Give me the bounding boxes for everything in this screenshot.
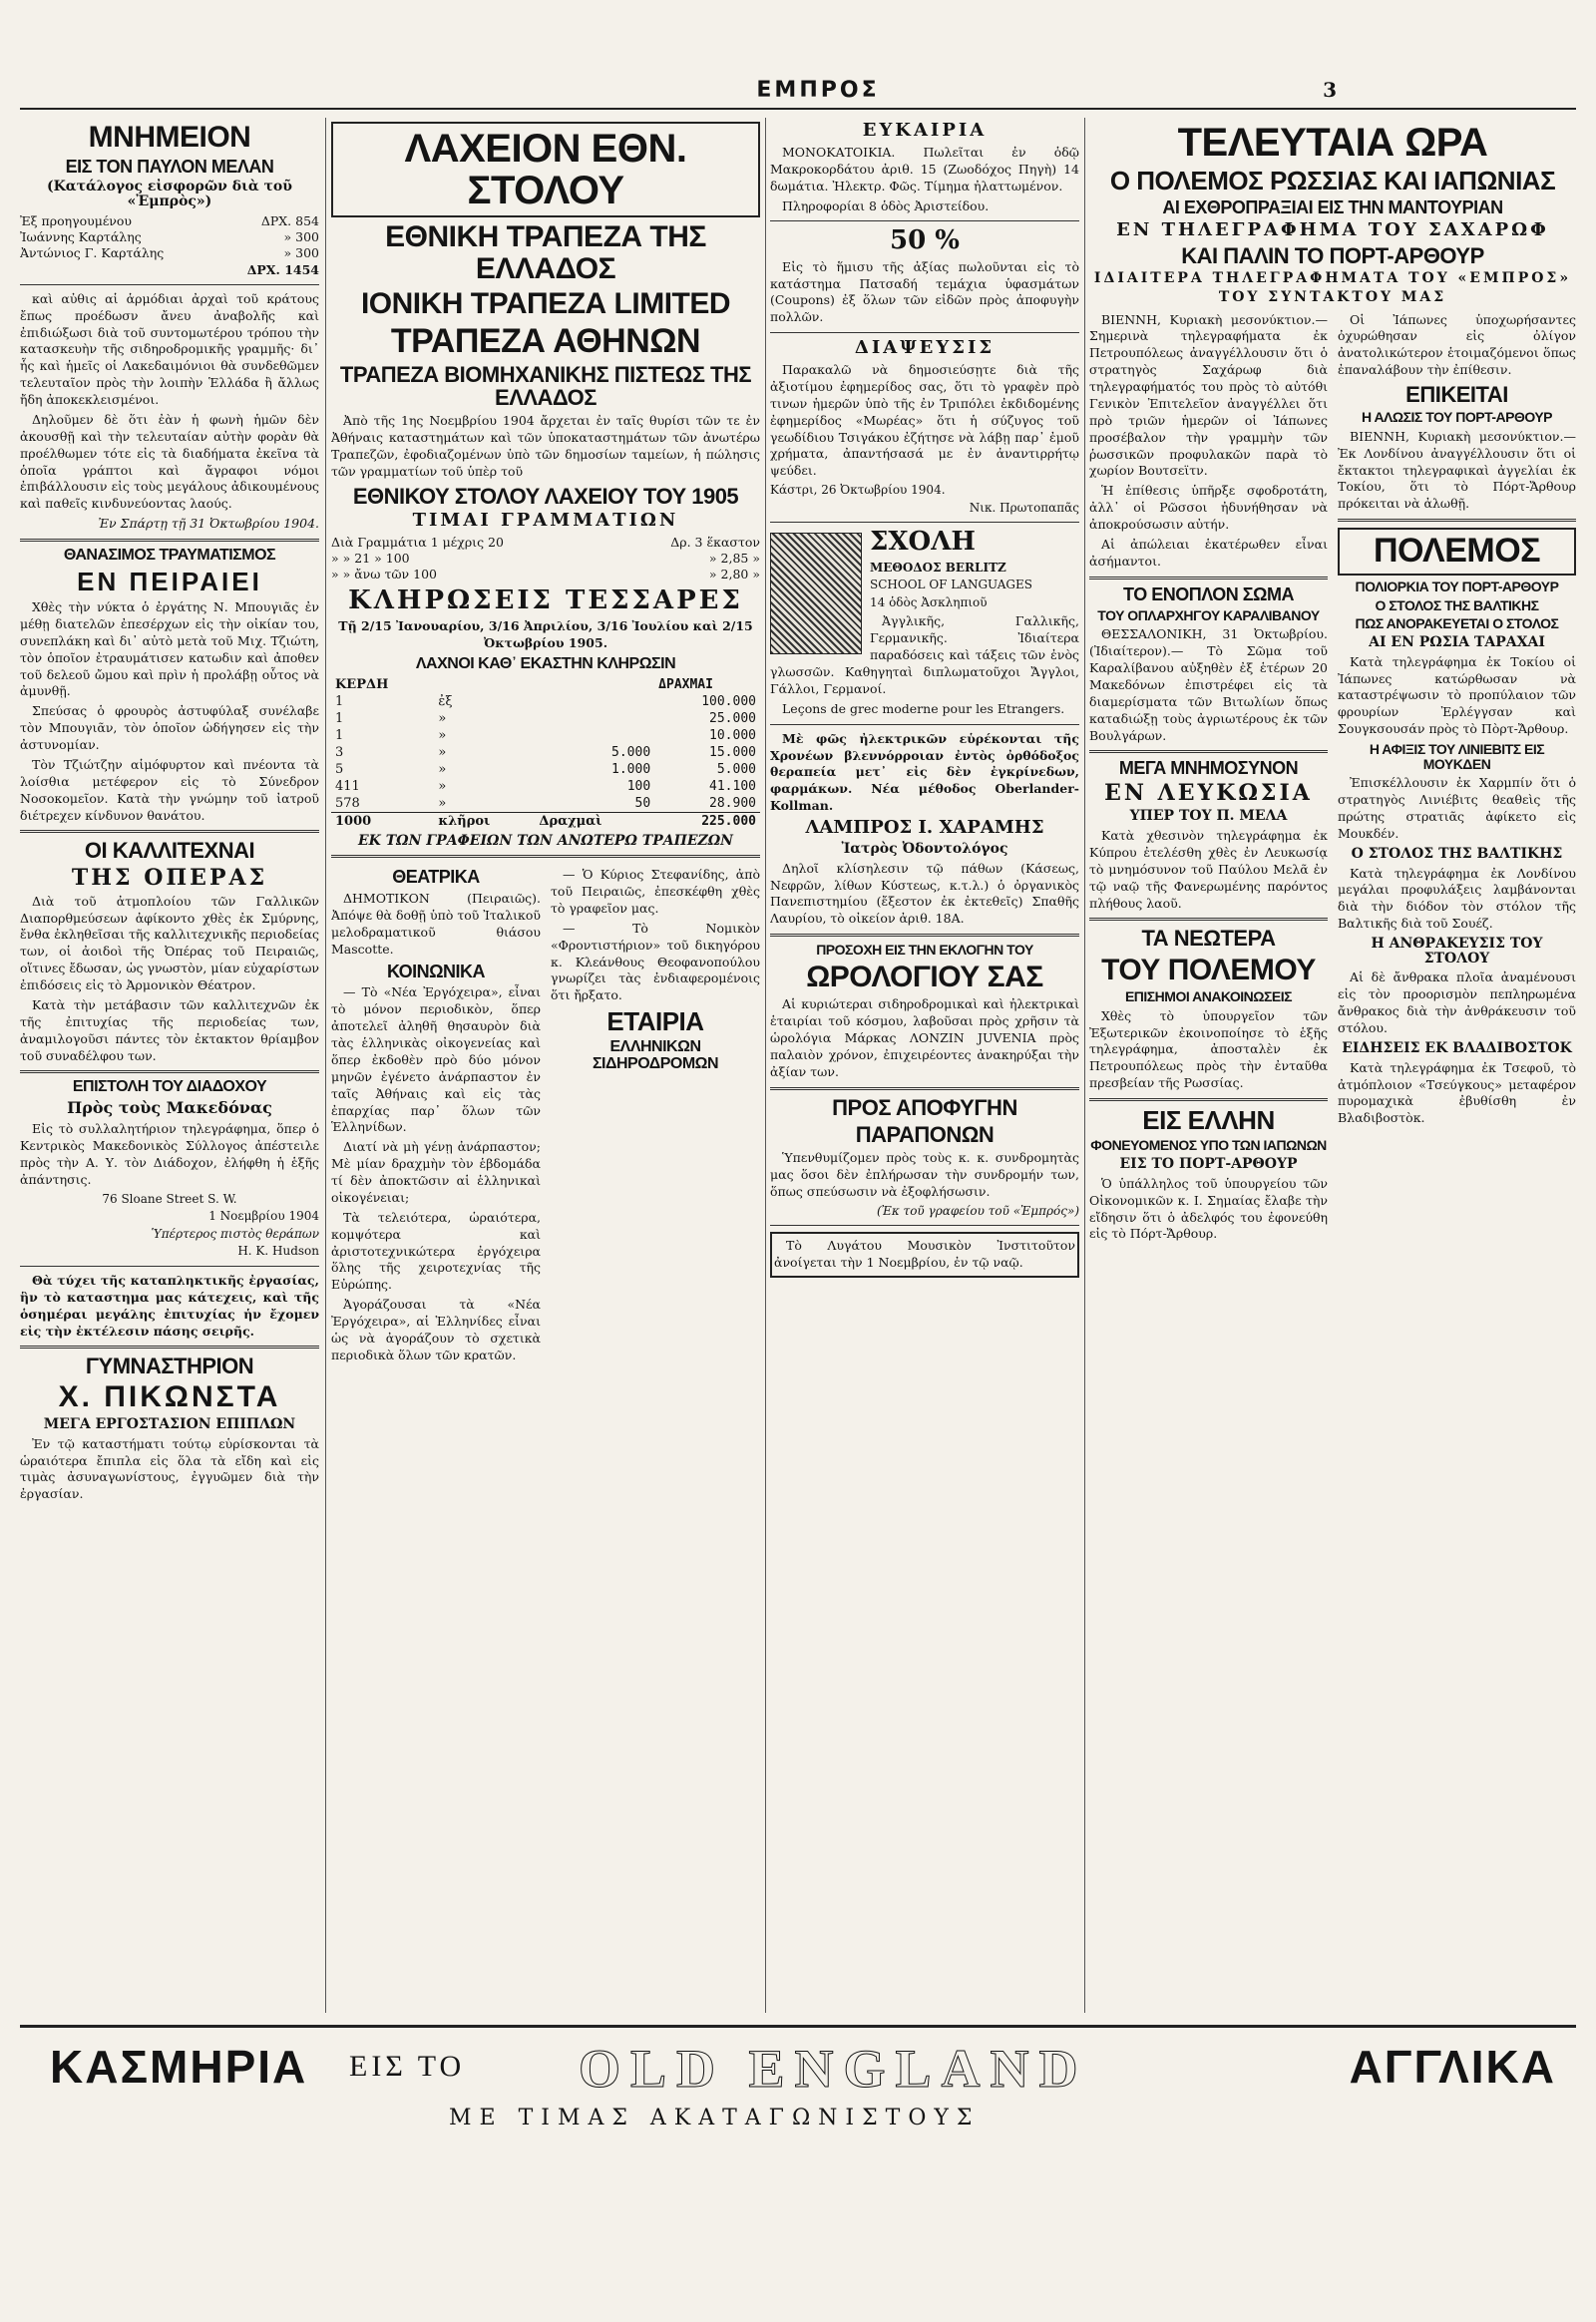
ad-text: Leçons de grec moderne pour les Etrangers. [782, 700, 1065, 716]
ad-subheadline: ΕΛΛΗΝΙΚΩΝ ΣΙΔΗΡΟΔΡΟΜΩΝ [592, 1038, 719, 1073]
table-row: 1 » 10.000 [335, 728, 756, 744]
subheadline: Πρὸς τοὺς Μακεδόνας [67, 1098, 272, 1118]
list-item: Ἐξ προηγουμένου ΔΡΧ. 854 [20, 212, 319, 228]
subheadline: ΠΟΛΙΟΡΚΙΑ ΤΟΥ ΠΟΡΤ-ΑΡΘΟΥΡ [1355, 578, 1559, 594]
subheadline: Ο ΣΤΟΛΟΣ ΤΗΣ ΒΑΛΤΙΚΗΣ [1375, 596, 1539, 613]
bank-name: ΕΘΝΙΚΗ ΤΡΑΠΕΖΑ ΤΗΣ ΕΛΛΑΔΟΣ [385, 220, 706, 285]
ad-headline: ΠΡΟΣΟΧΗ ΕΙΣ ΤΗΝ ΕΚΛΟΓΗΝ ΤΟΥ [816, 942, 1033, 959]
ad-text: Αἱ κυριώτεραι σιδηροδρομικαὶ καὶ ἠλεκτρικαὶ ἑταιρίαι τοῦ κόσμου, λαβοῦσαι πρὸς χρῆσιν τὰ ὡρολόγια Μάρκας ΛΟΝΖΙΝ JUVENIA πρὸς παλαιὸν χρόνον, ἐπιχειρέοντες ἀνακηρύξαι τὴν ἀξίαν των. [770, 996, 1079, 1079]
article-text: ΒΙΕΝΝΗ, Κυριακὴ μεσονύκτιον.— Σημερινὰ τηλεγραφήματα ἐκ Πετρουπόλεως ἀναγγέλλουσιν ὅτι ὁ στρατηγὸς Σαχάρωφ διὰ τηλεγραφήματός του πρὸς τὸ αὐτόθι Γενικὸν Ἐπιτελεῖον ἀναγγέλλει ὅτι πρὸ τριῶν ἡμερῶν οἱ Ἰάπωνες προσέβαλον τὴν γραμμὴν τῶν ῥωσσικῶν προφυλακῶν παρὰ τὸ χωρίον Βουτσεϊτν. [1089, 311, 1328, 479]
prize-table [331, 676, 760, 830]
article-text: Χθὲς τὴν νύκτα ὁ ἐργάτης Ν. Μπουγιᾶς ἐν μέθῃ διατελῶν ἐπεσέρχων εἰς τὴν οἰκίαν του, συνεπλάκη καὶ δι᾽ αὐτὸ μετὰ τοῦ Μιχ. Τζιώτη, τὸν ὁποῖον ἐτραυμάτισεν κατωδιν καὶ ἀποθεν τοῦ δελεοῦ ὤμου καὶ πρὶν ἡ προλάβῃ οὗτος νὰ ἀμυνθῇ. [20, 599, 319, 699]
ad-text: Μὲ φῶς ἠλεκτρικῶν εὑρέκονται τῆς Χρονέων βλεννόρροιαν ἐντὸς ὀρθόδοξος θεραπεία μετ᾽ εἰς δὲν ἐγκρίνεδων, φαρμάκων. Νέα μέθοδος Oberlander-Kollman. [770, 730, 1079, 814]
ad-headline: Χ. ΠΙΚΩΝΣΤΑ [58, 1380, 281, 1414]
article-sign: Ἐν Σπάρτῃ τῇ 31 Ὀκτωβρίου 1904. [98, 516, 319, 532]
list-item: » » ἄνω τῶν 100 » 2,80 » [331, 567, 760, 582]
letter-date: 1 Νοεμβρίου 1904 [208, 1209, 319, 1224]
section-heading: ΚΟΙΝΩΝΙΚΑ [386, 961, 486, 981]
letter-closing: Ὑπέρτερος πιστὸς θεράπων [151, 1226, 319, 1241]
list-item: Διὰ Γραμμάτια 1 μέχρις 20 Δρ. 3 ἕκαστον [331, 534, 760, 550]
two-column-block [331, 864, 760, 1367]
article-text: Κατὰ τηλεγράφημα ἐκ Τσεφοῦ, τὸ ἀτμόπλοιον «Τσεύγκους» μεταφέρον πυρομαχικὰ ἐβυθίσθη ἐν Βλαδιβοστὸκ. [1338, 1059, 1576, 1126]
article-text: Διὰ τοῦ ἀτμοπλοίου τῶν Γαλλικῶν Διαπορθμεύσεων ἀφίκοντο χθὲς ἐκ Σμύρνης, ἔνθα ἐκληθεῖσαι τῆς καλλιτεχνικῆς περιοδείας των, οἱ ἀοιδοὶ τῆς Ὀπέρας τοῦ Πειραιῶς, οἵτινες ἔδωσαν, ὡς γνωστὸν, μίαν εὐχαρίστων ἐπιδόσεις εἰς τὸ Ἀρμονικὸν Θέατρον. [20, 893, 319, 993]
column-2 [331, 118, 760, 2013]
subheadline: Ο ΣΤΟΛΟΣ ΤΗΣ ΒΑΛΤΙΚΗΣ [1351, 845, 1563, 862]
article-text: Κατὰ τὴν μετάβασιν τῶν καλλιτεχνῶν ἐκ τῆς ἐπιτυχίας τῆς περιοδείας των, ἀναμιλογοῦσι πάντες τὸν ἐκτακτον θρίαμβον τοῦ συναδέλφου των. [20, 996, 319, 1063]
ad-subheadline: ΤΙΜΑΙ ΓΡΑΜΜΑΤΙΩΝ [412, 509, 679, 531]
section-heading: ΔΙΑΨΕΥΣΙΣ [854, 337, 996, 359]
article-text: Ὑπενθυμίζομεν πρὸς τοὺς κ. κ. συνδρομητὰς μας ὅσοι δὲν ἐπλήρωσαν τὴν συνδρομήν των, ὅπως σπεύσωσιν νὰ ἐξοφλήσωσιν. [770, 1149, 1079, 1199]
column-rule [325, 118, 326, 2013]
bank-name: ΤΡΑΠΕΖΑ ΑΘΗΝΩΝ [390, 321, 701, 360]
article-text: Τὸν Τζιώτζην αἱμόφυρτον καὶ πνέοντα τὰ λοίσθια μετέφερον εἰς τὸ Σύνεδρον Νοσοκομεῖον. Κατὰ τὴν γνώμην τοῦ ἰατροῦ διέτρεχεν κίνδυνον θανάτου. [20, 756, 319, 823]
table-total-row: 1000 κλῆροι Δραχμαὶ 225.000 [331, 813, 760, 831]
article-text: Ἐπισκέλλουσιν ἐκ Χαρμπίν ὅτι ὁ στρατηγὸς Λινιέβιτς θεαθεὶς τῆς πρώτης στρατιᾶς ἀφίκετο εἰς Μουκδέν. [1338, 775, 1576, 842]
section-heading: ΠΡΟΣ ΑΠΟΦΥΓΗΝ [832, 1094, 1017, 1120]
ad-headline: ΕΘΝΙΚΟΥ ΣΤΟΛΟΥ ΛΑΧΕΙΟΥ ΤΟΥ 1905 [352, 483, 739, 509]
lottery-text: Ἀπὸ τῆς 1ης Νοεμβρίου 1904 ἄρχεται ἐν ταῖς θυρίσι τῶν τε ἐν Ἀθήναις καταστημάτων καὶ τῶν ὑποκαταστημάτων τῶν ἀνωτέρω Τραπεζῶν, ἐφοδιαζομένων ὑπὸ τῶν δημοσίων ταμείων, ἡ πώλησις τῶν γραμματίων τοῦ ὑπὲρ τοῦ [331, 413, 760, 479]
article-source: (Ἐκ τοῦ γραφείου τοῦ «Ἐμπρός») [876, 1203, 1079, 1218]
subcolumn [1338, 309, 1576, 1247]
subheadline: ΥΠΕΡ ΤΟΥ Π. ΜΕΛΑ [1129, 808, 1288, 825]
ad-headline: ΚΛΗΡΩΣΕΙΣ ΤΕΣΣΑΡΕΣ [348, 584, 743, 615]
footer-ad-subline: ΜΕ ΤΙΜΑΣ ΑΚΑΤΑΓΩΝΙΣΤΟΥΣ [449, 2106, 981, 2130]
article-text: Κατὰ χθεσινὸν τηλεγράφημα ἐκ Κύπρου ἐτελέσθη χθὲς ἐν Λευκωσίᾳ τὸ μνημόσυνον τοῦ Παύλου Μελᾶ ἐν τῷ ναῷ τῆς Φανερωμένης παρόντος πλήθους λαοῦ. [1089, 828, 1328, 911]
ad-text: Δηλοῖ κλίσηλεσιν τῷ πάθων (Κάσεως, Νεφρῶν, λίθων Κύστεως, κ.τ.λ.) ὁ ὀργανικὸς Πανεπιστημίου (ἔξεστον ἐκ ἐκτεθεῖς) Σπαθῆς Λαυρίου, τὸ οἰκείον ἀριθ. 18Α. [770, 860, 1079, 927]
draw-dates: Τῇ 2/15 Ἰανουαρίου, 3/16 Ἀπριλίου, 3/16 Ἰουλίου καὶ 2/15 Ὀκτωβρίου 1905. [338, 617, 753, 650]
subcolumn [1089, 309, 1328, 1247]
article-text: Σπεύσας ὁ φρουρὸς ἀστυφύλαξ συνέλαβε τὸν Μπουγιᾶν, τὸν ὁποῖον ὡδήγησεν εἰς τὴν ἀστυνομίαν. [20, 703, 319, 753]
ad-text: ΜΟΝΟΚΑΤΟΙΚΙΑ. Πωλεῖται ἐν ὁδῷ Μακροκορδάτου ἀριθ. 15 (Ζωοδόχος Πηγὴ) 14 δωμάτια. Ἠλεκτρ. Φῶς. Τίμημα ἠλαττωμένον. [770, 144, 1079, 194]
donation-list [20, 213, 319, 278]
newspaper-name: ΕΜΠΡΟΣ [756, 78, 880, 103]
headline: ΤΗΣ ΟΠΕΡΑΣ [71, 864, 268, 891]
article-text: Διατί νὰ μὴ γένῃ ἀνάρπαστον; Μὲ μίαν δραχμὴν τὸν ἑβδομάδα τί δὲν ἀποκτῶσιν αἱ ἑλληνικαὶ οἰκογένειαι; [331, 1139, 541, 1205]
ad-subheadline: ΜΕΓΑ ΕΡΓΟΣΤΑΣΙΟΝ ΕΠΙΠΛΩΝ [43, 1415, 296, 1432]
table-row: 411 » 100 41.100 [335, 779, 756, 795]
subheadline: ΕΠΙΣΗΜΟΙ ΑΝΑΚΟΙΝΩΣΕΙΣ [1124, 988, 1293, 1005]
ad-headline: ΛΑΧΕΙΟΝ ΕΘΝ. ΣΤΟΛΟΥ [331, 122, 760, 217]
headline: ΕΝ ΠΕΙΡΑΙΕΙ [77, 566, 262, 596]
article-text: Κατὰ τηλεγράφημα ἐκ Λονδίνου μεγάλαι προφυλάξεις λαμβάνονται διὰ τὴν διόδον τὸν στόλον τῆς Βαλτικῆς διὰ τοῦ Σουέζ. [1338, 865, 1576, 932]
ad-headline: ΕΤΑΙΡΙΑ [606, 1006, 704, 1037]
footer-ad-right: ΑΓΓΛΙΚΑ [1349, 2041, 1556, 2093]
headline: ΕΝ ΛΕΥΚΩΣΙΑ [1104, 780, 1313, 807]
headline: Ο ΠΟΛΕΜΟΣ ΡΩΣΣΙΑΣ ΚΑΙ ΙΑΠΩΝΙΑΣ [1109, 166, 1556, 195]
subheadline: ΕΝ ΤΗΛΕΓΡΑΦΗΜΑ ΤΟΥ ΣΑΧΑΡΩΦ [1116, 219, 1549, 241]
ad-subheadline: ΜΕΘΟΔΟΣ BERLITZ [870, 560, 1006, 575]
ad-headline: ΓΥΜΝΑΣΤΗΡΙΟΝ [85, 1354, 254, 1379]
table-row: 1 » 25.000 [335, 711, 756, 727]
headline: ΤΕΛΕΥΤΑΙΑ ΩΡΑ [1177, 121, 1488, 165]
bank-name: ΤΡΑΠΕΖΑ ΒΙΟΜΗΧΑΝΙΚΗΣ ΠΙΣΤΕΩΣ ΤΗΣ ΕΛΛΑΔΟΣ [339, 362, 752, 411]
article-text: Παρακαλῶ νὰ δημοσιεύσῃτε διὰ τῆς ἀξιοτίμου ἐφημερίδος σας, ὅτι τὸ γραφὲν πρὸ τινων ἡμερῶν ὑπὸ τῆς ἐν Τριπόλει ἐκδιδομένης ἐφημερίδος «Μωρέας» ὅτι ἡ σύζυγος τοῦ γεωδίδιου Τσιγάκου ἐζήτησε νὰ λάβῃ παρ᾽ ἐμοῦ χρήματα, ἀπαντήσασά με ἐν ἀναντιρρήτῳ ψεύδει. [770, 362, 1079, 479]
list-total: ΔΡΧ. 1454 [246, 261, 319, 277]
subheadline: (Κατάλογος εἰσφορῶν διὰ τοῦ «Ἐμπρὸς») [47, 179, 292, 210]
subheadline: ΑΙ ΕΝ ΡΩΣΙΑ ΤΑΡΑΧΑΙ [1369, 633, 1545, 650]
subheadline: Η ΑΝΘΡΑΚΕΥΣΙΣ ΤΟΥ ΣΤΟΛΟΥ [1371, 936, 1543, 967]
ad-headline: 50 % [890, 225, 960, 256]
address: 14 ὁδὸς Ἀσκληπιοῦ [870, 594, 988, 609]
table-row: 1 ἐξ 100.000 [335, 694, 756, 710]
footer-ad-mid: ΕΙΣ ΤΟ [349, 2050, 466, 2083]
subcolumn [551, 864, 760, 1367]
headline: ΤΟ ΕΝΟΠΛΟΝ ΣΩΜΑ [1123, 583, 1294, 604]
headline: ΜΝΗΜΕΙΟΝ [88, 121, 251, 154]
table-header: ΔΡΑΧΜΑΙ [658, 677, 713, 693]
article-text: — Τὸ Νομικὸν «Φροντιστήριον» τοῦ δικηγόρου κ. Κλεάνθους Θεοφανοπούλου γνωρίζει τὰς ἐνδιαφερομένοις ὅτι ἤρξατο. [551, 920, 760, 1003]
article-text: Ἡ ἐπίθεσις ὑπῆρξε σφοδροτάτη, ἀλλ᾽ οἱ Ρῶσσοι ἠδυνήθησαν νὰ ἀποκρούσωσιν αὐτήν. [1089, 483, 1328, 533]
article-text: — Τὸ «Νέα Ἐργόχειρα», εἶναι τὸ μόνον περιοδικὸν, ὅπερ ἀποτελεῖ ἀληθῆ θησαυρὸν διὰ τὰς ἑλληνικὰς οἰκογενείας καὶ ὅπερ ἐκδοθὲν πρὸ δύο μόνον μηνῶν ἐγένετο ἀνάρπαστον ἐν ταῖς Ἀθήναις καὶ εἰς τὰς ἐπαρχίας παρ᾽ ὅλων τῶν Ἑλληνίδων. [331, 984, 541, 1135]
school-illustration [770, 533, 862, 654]
section-heading: ΠΑΡΑΠΟΝΩΝ [855, 1121, 995, 1147]
article-text: ΔΗΜΟΤΙΚΟΝ (Πειραιῶς). Ἀπόψε θὰ δοθῇ ὑπὸ τοῦ Ἰταλικοῦ μελοδραματικοῦ θιάσου Mascotte. [331, 891, 541, 957]
letter-signature: Η. Κ. Hudson [237, 1244, 319, 1259]
subheadline: ΦΟΝΕΥΟΜΕΝΟΣ ΥΠΟ ΤΩΝ ΙΑΠΩΝΩΝ [1090, 1137, 1327, 1154]
ad-text: Πληροφορίαι 8 ὁδὸς Ἀριστείδου. [782, 197, 990, 213]
list-item: Ἰωάννης Καρτάλης » 300 [20, 229, 319, 245]
subheadline: ΙΔΙΑΙΤΕΡΑ ΤΗΛΕΓΡΑΦΗΜΑΤΑ ΤΟΥ «ΕΜΠΡΟΣ» [1093, 270, 1572, 287]
article-text: Κατὰ τηλεγράφημα ἐκ Τοκίου οἱ Ἰάπωνες κατώρθωσαν νὰ καταστρέψωσιν τὸ προπύλαιον τῶν φρουρίων Ἐρλέγγσαν καὶ Σουγκσουσάν πρὸς τὸ Πὸρτ-Ἄρθουρ. [1338, 653, 1576, 737]
ad-headline: ΕΥΚΑΙΡΙΑ [862, 120, 988, 141]
article-text: Τὰ τελειότερα, ὡραιότερα, κομψότερα καὶ ἀριστοτεχνικώτερα ἐργόχειρα ὅλης τῆς χειροτεχνίας τῆς Εὐρώπης. [331, 1209, 541, 1293]
ad-footer: ΕΚ ΤΩΝ ΓΡΑΦΕΙΩΝ ΤΩΝ ΑΝΩΤΕΡΩ ΤΡΑΠΕΖΩΝ [358, 833, 733, 850]
ad-subheadline: Ἰατρὸς Ὀδοντολόγος [841, 840, 1008, 857]
section-heading: ΘΕΑΤΡΙΚΑ [392, 867, 480, 888]
headline: ΤΑ ΝΕΩΤΕΡΑ [1141, 926, 1276, 952]
headline: ΕΙΣ ΕΛΛΗΝ [1142, 1105, 1275, 1136]
article-text: Εἰς τὸ συλλαλητήριον τηλεγράφημα, ὅπερ ὁ Κεντρικὸς Μακεδονικὸς Σύλλογος ἀπέστειλε πρὸς τὴν Α. Υ. τὸν Διάδοχον, ἐλήφθη ἡ ἑξῆς ἀπάντησις. [20, 1121, 319, 1187]
bank-name: ΙΟΝΙΚΗ ΤΡΑΠΕΖΑ LIMITED [360, 287, 731, 320]
column-1 [20, 118, 319, 2013]
headline: ΤΟΥ ΠΟΛΕΜΟΥ [1101, 953, 1316, 986]
column-rule [765, 118, 766, 2013]
ad-text: Ἀγγλικῆς, Γαλλικῆς, Γερμανικῆς. Ἰδιαίτερα παραδόσεις καὶ τάξεις τῶν ἐνὸς γλωσσῶν. Καθηγηταὶ διπλωματοῦχοι Ἄγγλοι, Γάλλοι, Γερμανοί. [770, 613, 1079, 696]
article-text: Δηλοῦμεν δὲ ὅτι ἐὰν ἡ φωνὴ ἡμῶν δὲν ἀκουσθῇ καὶ τὴν τελευταίαν αὐτὴν φορὰν θὰ προέλθωμεν τότε εἰς τὰ διαδήματα ἐκεῖνα τὰ ὁποῖα γράπτοι καὶ ἄγραφοι νόμοι ἐπιβάλλουσιν εἰς τοὺς μεγάλους ἀδικουμένους καὶ παθεῖς κινδυνεύοντας λαούς. [20, 411, 319, 512]
article-text: Ὁ ὑπάλληλος τοῦ ὑπουργείου τῶν Οἰκονομικῶν κ. Ι. Σημαίας ἔλαβε τὴν εἴδησιν ὅτι ὁ ἀδελφός του ἐφονεύθη εἰς τὸ Πόρτ-Ἄρθουρ. [1089, 1175, 1328, 1242]
subheadline: ΠΩΣ ΑΝΟΡΑΚΕΥΕΤΑΙ Ο ΣΤΟΛΟΣ [1355, 615, 1559, 632]
column-4 [1089, 118, 1576, 2013]
headline: ΕΠΙΣΤΟΛΗ ΤΟΥ ΔΙΑΔΟΧΟΥ [72, 1078, 267, 1096]
article-text: καὶ αὐθις αἱ ἁρμόδιαι ἀρχαὶ τοῦ κράτους ἔπως προέδωσν ἄνευ ἀναβολῆς καὶ ἐπιδιώξωσι διὰ τοῦ συντομωτέρου τρόπου τὴν κατασκευὴν τῆς σιδηροδρομικῆς γραμμῆς· δι᾽ ἧς καὶ ἡμεῖς οἱ Λακεδαιμόνιοι θὰ συνδεθῶμεν τελευταῖον πρὸς τὴν λοιπὴν Ἑλλάδα ἢ ἄλλως ἤδη ἀποκεκλεισμένοι. [20, 290, 319, 408]
ad-subheadline: ΛΑΧΝΟΙ ΚΑΘ᾽ ΕΚΑΣΤΗΝ ΚΛΗΡΩΣΙΝ [415, 654, 676, 672]
footer-ad-left: ΚΑΣΜΗΡΙΑ [50, 2041, 308, 2093]
ad-text: Εἰς τὸ ἥμισυ τῆς ἀξίας πωλοῦνται εἰς τὸ κατάστημα Πατσαδή τεμάχια ὑφασμάτων (Coupons) ἐξ ὅλων τῶν εἰδῶν πρὸς ἀποφυγὴν πολλῶν. [770, 258, 1079, 325]
ad-text: Τὸ Λυγάτου Μουσικὸν Ἰνστιτοῦτον ἀνοίγεται τὴν 1 Νοεμβρίου, ἐν τῷ ναῷ. [770, 1232, 1079, 1278]
article-text: Αἱ ἀπώλειαι ἑκατέρωθεν εἶναι ἀσήμαντοι. [1089, 536, 1328, 569]
subheadline: Η ΑΛΩΣΙΣ ΤΟΥ ΠΟΡΤ-ΑΡΘΟΥΡ [1361, 409, 1553, 426]
subheadline: ΕΙΣ ΤΟ ΠΟΡΤ-ΑΡΘΟΥΡ [1119, 1156, 1298, 1173]
article-text: Χθὲς τὸ ὑπουργεῖον τῶν Ἐξωτερικῶν ἐκοινοποίησε τὸ ἑξῆς τηλεγράφημα, ἀποσταλὲν ἐκ Πετρουπόλεως πρὸς τὴν ἐνταῦθα πρεσβείαν τῆς Ρωσσίας. [1089, 1007, 1328, 1091]
article-text: Ἀγοράζουσαι τὰ «Νέα Ἐργόχειρα», αἱ Ἑλληνίδες εἶναι ὡς νὰ ἀγοράζουν τὸ σχετικὰ περιοδικὰ ὅλων τῶν κρατῶν. [331, 1297, 541, 1362]
article-text: ΘΕΣΣΑΛΟΝΙΚΗ, 31 Ὀκτωβρίου. (Ἰδιαίτερον).— Τὸ Σῶμα τοῦ Καραλίβανου αὐξηθὲν ἐξ ἑτέρων 20 Μακεδόνων ἐπιστρέφει εἰς τὰ διαμερίσματα τῶν Βιτωλίων ὅπως καταδιώξῃ τοὺς ἀγριωτέρους ἐκ τῶν Βουλγάρων. [1089, 626, 1328, 743]
ad-headline: ΣΧΟΛΗ [870, 527, 976, 558]
table-row: 578 » 50 28.900 [335, 796, 756, 812]
article-text: ΒΙΕΝΝΗ, Κυριακὴ μεσονύκτιον.— Ἐκ Λονδίνου ἀναγγέλλουσιν ὅτι οἱ ἔκτακτοι τηλεγραφικαὶ ἀγγελίαι ἐκ Τοκίου, ὅτι τὸ Πόρτ-Ἄρθουρ πρόκειται νὰ ἀλωθῇ. [1338, 428, 1576, 512]
table-header: ΚΕΡΔΗ [335, 677, 389, 693]
ad-subheadline: SCHOOL OF LANGUAGES [870, 578, 1033, 592]
article-text: — Ὁ Κύριος Στεφανίδης, ἀπὸ τοῦ Πειραιῶς, ἐπεσκέφθη χθὲς τὸ γραφεῖον μας. [551, 867, 760, 916]
ad-text: Ἐν τῷ καταστήματι τούτῳ εὑρίσκονται τὰ ὡραιότερα ἔπιπλα εἰς ὅλα τὰ εἴδη καὶ εἰς τιμὰς ἀσυναγωνίστους, ἐγγυῶμεν διὰ τὴν ἐργασίαν. [20, 1435, 319, 1502]
footer-ad-brand: OLD ENGLAND [579, 2039, 1088, 2099]
headline: ΕΠΙΚΕΙΤΑΙ [1405, 382, 1508, 408]
subheadline: ΕΙΣ ΤΟΝ ΠΑΥΛΟΝ ΜΕΛΑΝ [65, 156, 274, 177]
headline: ΠΟΛΕΜΟΣ [1338, 528, 1576, 576]
article-sign: Νικ. Πρωτοπαπᾶς [969, 500, 1079, 515]
address: 76 Sloane Street S. W. [102, 1191, 237, 1206]
headline: ΜΕΓΑ ΜΝΗΜΟΣΥΝΟΝ [1118, 758, 1299, 779]
school-ad [770, 529, 1079, 717]
table-row: 5 » 1.000 5.000 [335, 762, 756, 778]
article-text: Θὰ τύχει τῆς καταπληκτικῆς ἐργασίας, ἣν τὸ καταστημα μας κάτεχεις, καὶ τῆς ὁσημέραι μεγάλης ἐπιτυχίας ἡν ἔχομεν εἰς τὴν ἐκτέλεσιν πάσης σειρῆς. [20, 1272, 319, 1339]
subcolumn [331, 864, 541, 1367]
column-rule [1084, 118, 1085, 2013]
list-item: » » 21 » 100 » 2,85 » [331, 551, 760, 567]
price-list [331, 535, 760, 583]
subheadline: ΕΙΔΗΣΕΙΣ ΕΚ ΒΛΑΔΙΒΟΣΤΟΚ [1342, 1039, 1572, 1056]
ad-headline: ΩΡΟΛΟΓΙΟΥ ΣΑΣ [806, 960, 1043, 993]
article-date: Κάστρι, 26 Ὀκτωβρίου 1904. [770, 483, 946, 498]
masthead [20, 78, 1576, 110]
article-text: Οἱ Ἰάπωνες ὑποχωρήσαντες ὀχυρώθησαν εἰς ὀλίγον ἀνατολικώτερον ἑτοιμαζόμενοι ὅπως ἐπαναλάβουν τὴν ἐπίθεσιν. [1338, 311, 1576, 378]
subheadline: ΤΟΥ ΣΥΝΤΑΚΤΟΥ ΜΑΣ [1218, 288, 1447, 305]
footer-advertisement [20, 2025, 1576, 2137]
subheadline: Η ΑΦΙΞΙΣ ΤΟΥ ΛΙΝΙΕΒΙΤΣ ΕΙΣ ΜΟΥΚΔΕΝ [1369, 741, 1545, 772]
subheadline: ΚΑΙ ΠΑΛΙΝ ΤΟ ΠΟΡΤ-ΑΡΘΟΥΡ [1181, 243, 1484, 269]
table-row: 3 » 5.000 15.000 [335, 745, 756, 761]
subheadline: ΑΙ ΕΧΘΡΟΠΡΑΞΙΑΙ ΕΙΣ ΤΗΝ ΜΑΝΤΟΥΡΙΑΝ [1162, 197, 1503, 218]
list-item: Ἀντώνιος Γ. Καρτάλης » 300 [20, 245, 319, 261]
article-text: Αἱ δὲ ἄνθρακα πλοῖα ἀναμένουσι εἰς τὸν προορισμὸν πεπληρωμένα ἄνθρακος διὰ τὴν ἀνθράκευσιν τοῦ στόλου. [1338, 969, 1576, 1036]
two-column-block [1089, 309, 1576, 1247]
page-number: 3 [1323, 78, 1337, 102]
headline: ΟΙ ΚΑΛΛΙΤΕΧΝΑΙ [84, 838, 255, 864]
ad-headline: ΛΑΜΠΡΟΣ Ι. ΧΑΡΑΜΗΣ [805, 817, 1044, 839]
headline: ΘΑΝΑΣΙΜΟΣ ΤΡΑΥΜΑΤΙΣΜΟΣ [63, 547, 276, 565]
subheadline: ΤΟΥ ΟΠΛΑΡΧΗΓΟΥ ΚΑΡΑΛΙΒΑΝΟΥ [1097, 606, 1320, 623]
column-3 [770, 118, 1079, 2013]
